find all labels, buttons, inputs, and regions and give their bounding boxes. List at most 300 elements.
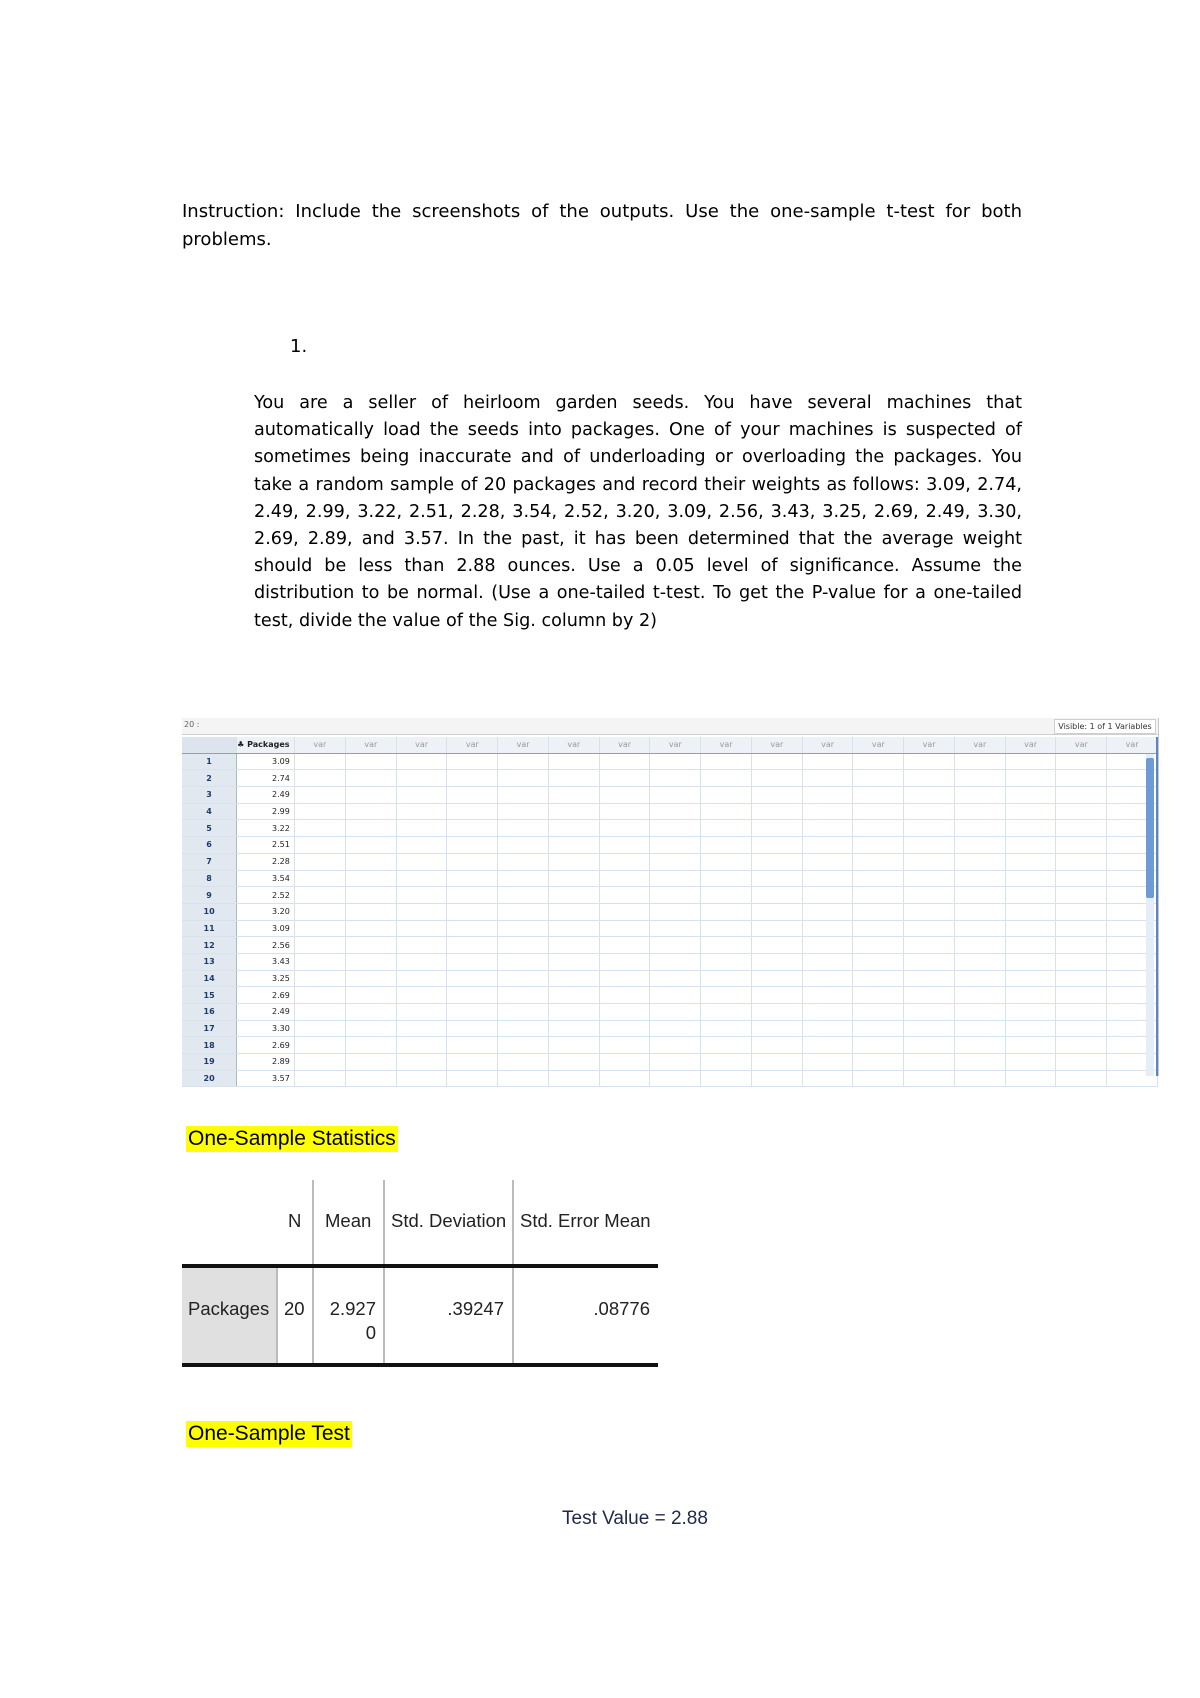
spss-empty-cell[interactable] [751, 770, 802, 787]
spss-empty-cell[interactable] [498, 753, 549, 770]
spss-empty-cell[interactable] [498, 887, 549, 904]
spss-empty-cell[interactable] [904, 1020, 955, 1037]
spss-packages-value[interactable]: 3.22 [237, 820, 295, 837]
spss-empty-var-header[interactable]: var [447, 737, 498, 753]
spss-empty-cell[interactable] [396, 1037, 447, 1054]
spss-empty-cell[interactable] [650, 787, 701, 804]
spss-empty-cell[interactable] [802, 1020, 853, 1037]
spss-empty-cell[interactable] [447, 820, 498, 837]
spss-empty-cell[interactable] [498, 853, 549, 870]
spss-empty-cell[interactable] [853, 920, 904, 937]
spss-empty-var-header[interactable]: var [1107, 737, 1158, 753]
spss-empty-cell[interactable] [954, 1054, 1005, 1071]
spss-empty-cell[interactable] [751, 987, 802, 1004]
spss-empty-cell[interactable] [701, 1020, 752, 1037]
spss-empty-cell[interactable] [802, 920, 853, 937]
spss-empty-cell[interactable] [396, 920, 447, 937]
spss-empty-cell[interactable] [599, 820, 650, 837]
spss-row-number[interactable]: 18 [182, 1037, 237, 1054]
spss-empty-cell[interactable] [904, 870, 955, 887]
spss-empty-cell[interactable] [345, 903, 396, 920]
spss-empty-cell[interactable] [904, 803, 955, 820]
spss-empty-var-header[interactable]: var [599, 737, 650, 753]
spss-packages-value[interactable]: 2.56 [237, 937, 295, 954]
spss-empty-cell[interactable] [498, 803, 549, 820]
spss-empty-cell[interactable] [701, 903, 752, 920]
spss-packages-value[interactable]: 2.99 [237, 803, 295, 820]
spss-empty-cell[interactable] [345, 887, 396, 904]
spss-empty-cell[interactable] [294, 787, 345, 804]
spss-empty-cell[interactable] [1056, 753, 1107, 770]
spss-empty-cell[interactable] [447, 887, 498, 904]
spss-empty-cell[interactable] [954, 1004, 1005, 1021]
spss-empty-cell[interactable] [548, 803, 599, 820]
spss-empty-cell[interactable] [599, 1054, 650, 1071]
spss-packages-value[interactable]: 3.09 [237, 753, 295, 770]
spss-empty-cell[interactable] [294, 970, 345, 987]
spss-empty-cell[interactable] [751, 1054, 802, 1071]
spss-vertical-scrollbar[interactable] [1146, 754, 1154, 1076]
spss-empty-cell[interactable] [498, 903, 549, 920]
spss-empty-cell[interactable] [904, 1054, 955, 1071]
spss-empty-cell[interactable] [1056, 953, 1107, 970]
spss-empty-cell[interactable] [294, 820, 345, 837]
spss-empty-var-header[interactable]: var [802, 737, 853, 753]
spss-empty-var-header[interactable]: var [650, 737, 701, 753]
spss-empty-cell[interactable] [548, 1070, 599, 1087]
spss-empty-var-header[interactable]: var [1005, 737, 1056, 753]
spss-empty-cell[interactable] [599, 770, 650, 787]
spss-empty-cell[interactable] [751, 803, 802, 820]
spss-empty-cell[interactable] [599, 887, 650, 904]
spss-empty-cell[interactable] [294, 920, 345, 937]
spss-empty-cell[interactable] [802, 987, 853, 1004]
spss-packages-value[interactable]: 3.43 [237, 953, 295, 970]
spss-empty-cell[interactable] [853, 753, 904, 770]
spss-empty-cell[interactable] [650, 853, 701, 870]
spss-empty-cell[interactable] [396, 837, 447, 854]
spss-empty-cell[interactable] [650, 1070, 701, 1087]
spss-empty-cell[interactable] [1005, 803, 1056, 820]
spss-empty-cell[interactable] [1056, 803, 1107, 820]
spss-empty-cell[interactable] [548, 1020, 599, 1037]
spss-empty-cell[interactable] [954, 787, 1005, 804]
spss-empty-cell[interactable] [396, 770, 447, 787]
spss-empty-cell[interactable] [1005, 787, 1056, 804]
spss-empty-cell[interactable] [498, 787, 549, 804]
spss-empty-cell[interactable] [1005, 837, 1056, 854]
spss-empty-cell[interactable] [498, 970, 549, 987]
spss-empty-cell[interactable] [802, 803, 853, 820]
spss-empty-cell[interactable] [751, 1004, 802, 1021]
spss-empty-cell[interactable] [1056, 1004, 1107, 1021]
spss-empty-cell[interactable] [650, 1054, 701, 1071]
spss-empty-cell[interactable] [1056, 853, 1107, 870]
spss-empty-cell[interactable] [345, 1004, 396, 1021]
spss-empty-cell[interactable] [294, 903, 345, 920]
spss-row-number[interactable]: 7 [182, 853, 237, 870]
spss-empty-cell[interactable] [498, 820, 549, 837]
spss-empty-cell[interactable] [599, 903, 650, 920]
spss-empty-cell[interactable] [396, 1070, 447, 1087]
spss-empty-cell[interactable] [1056, 787, 1107, 804]
spss-empty-cell[interactable] [548, 953, 599, 970]
spss-empty-cell[interactable] [498, 1037, 549, 1054]
spss-empty-cell[interactable] [853, 1004, 904, 1021]
spss-empty-cell[interactable] [1056, 1070, 1107, 1087]
spss-empty-cell[interactable] [599, 837, 650, 854]
spss-packages-value[interactable]: 2.52 [237, 887, 295, 904]
spss-empty-cell[interactable] [954, 1020, 1005, 1037]
spss-packages-value[interactable]: 2.69 [237, 987, 295, 1004]
spss-empty-cell[interactable] [447, 920, 498, 937]
spss-empty-cell[interactable] [498, 837, 549, 854]
spss-empty-var-header[interactable]: var [294, 737, 345, 753]
spss-empty-cell[interactable] [751, 837, 802, 854]
spss-empty-cell[interactable] [396, 870, 447, 887]
spss-empty-cell[interactable] [548, 937, 599, 954]
spss-empty-cell[interactable] [701, 920, 752, 937]
spss-empty-cell[interactable] [650, 953, 701, 970]
spss-empty-cell[interactable] [294, 1070, 345, 1087]
spss-row-number[interactable]: 17 [182, 1020, 237, 1037]
spss-empty-cell[interactable] [1005, 1070, 1056, 1087]
spss-packages-value[interactable]: 2.28 [237, 853, 295, 870]
spss-row-number[interactable]: 20 [182, 1070, 237, 1087]
spss-empty-cell[interactable] [904, 1037, 955, 1054]
spss-empty-cell[interactable] [599, 920, 650, 937]
spss-packages-value[interactable]: 2.74 [237, 770, 295, 787]
spss-empty-cell[interactable] [904, 837, 955, 854]
spss-empty-cell[interactable] [548, 787, 599, 804]
spss-empty-cell[interactable] [1005, 870, 1056, 887]
spss-empty-cell[interactable] [548, 920, 599, 937]
spss-empty-cell[interactable] [853, 1037, 904, 1054]
spss-empty-cell[interactable] [701, 987, 752, 1004]
spss-empty-cell[interactable] [1056, 1054, 1107, 1071]
spss-empty-cell[interactable] [345, 937, 396, 954]
spss-empty-cell[interactable] [1056, 970, 1107, 987]
spss-empty-cell[interactable] [954, 870, 1005, 887]
spss-empty-cell[interactable] [345, 803, 396, 820]
spss-empty-cell[interactable] [1056, 937, 1107, 954]
spss-empty-cell[interactable] [954, 953, 1005, 970]
spss-empty-cell[interactable] [954, 753, 1005, 770]
spss-empty-cell[interactable] [498, 987, 549, 1004]
spss-empty-cell[interactable] [548, 903, 599, 920]
spss-empty-cell[interactable] [396, 953, 447, 970]
spss-empty-cell[interactable] [447, 937, 498, 954]
spss-empty-cell[interactable] [802, 937, 853, 954]
spss-empty-cell[interactable] [498, 920, 549, 937]
spss-empty-cell[interactable] [447, 787, 498, 804]
spss-empty-cell[interactable] [701, 937, 752, 954]
spss-empty-cell[interactable] [650, 903, 701, 920]
spss-empty-cell[interactable] [548, 837, 599, 854]
spss-empty-cell[interactable] [751, 937, 802, 954]
spss-empty-cell[interactable] [701, 837, 752, 854]
spss-empty-cell[interactable] [599, 787, 650, 804]
spss-empty-cell[interactable] [853, 787, 904, 804]
spss-empty-cell[interactable] [853, 1020, 904, 1037]
spss-empty-cell[interactable] [294, 987, 345, 1004]
spss-packages-value[interactable]: 2.89 [237, 1054, 295, 1071]
spss-empty-cell[interactable] [751, 903, 802, 920]
spss-empty-cell[interactable] [294, 1037, 345, 1054]
spss-empty-cell[interactable] [802, 770, 853, 787]
spss-empty-cell[interactable] [1056, 887, 1107, 904]
spss-empty-cell[interactable] [447, 870, 498, 887]
spss-empty-cell[interactable] [396, 937, 447, 954]
spss-row-number[interactable]: 5 [182, 820, 237, 837]
spss-empty-cell[interactable] [396, 903, 447, 920]
spss-empty-var-header[interactable]: var [853, 737, 904, 753]
spss-empty-cell[interactable] [1005, 970, 1056, 987]
spss-row-number[interactable]: 15 [182, 987, 237, 1004]
spss-empty-cell[interactable] [1005, 887, 1056, 904]
spss-empty-cell[interactable] [853, 1054, 904, 1071]
spss-row-number[interactable]: 3 [182, 787, 237, 804]
spss-empty-cell[interactable] [853, 837, 904, 854]
spss-row-number[interactable]: 8 [182, 870, 237, 887]
spss-empty-cell[interactable] [701, 1070, 752, 1087]
spss-empty-cell[interactable] [904, 853, 955, 870]
spss-empty-cell[interactable] [294, 1020, 345, 1037]
spss-empty-cell[interactable] [1056, 770, 1107, 787]
spss-empty-cell[interactable] [447, 753, 498, 770]
spss-empty-cell[interactable] [853, 803, 904, 820]
spss-empty-cell[interactable] [954, 987, 1005, 1004]
spss-empty-cell[interactable] [650, 920, 701, 937]
spss-empty-cell[interactable] [345, 870, 396, 887]
spss-empty-cell[interactable] [1005, 1004, 1056, 1021]
spss-empty-cell[interactable] [701, 1037, 752, 1054]
spss-empty-cell[interactable] [802, 753, 853, 770]
spss-empty-cell[interactable] [599, 987, 650, 1004]
spss-empty-cell[interactable] [751, 753, 802, 770]
spss-row-number[interactable]: 16 [182, 1004, 237, 1021]
spss-empty-cell[interactable] [650, 987, 701, 1004]
spss-empty-cell[interactable] [1056, 820, 1107, 837]
spss-empty-cell[interactable] [396, 787, 447, 804]
spss-empty-cell[interactable] [599, 853, 650, 870]
spss-empty-cell[interactable] [345, 920, 396, 937]
spss-empty-cell[interactable] [1005, 1054, 1056, 1071]
spss-empty-cell[interactable] [447, 770, 498, 787]
spss-empty-cell[interactable] [345, 820, 396, 837]
spss-empty-var-header[interactable]: var [701, 737, 752, 753]
spss-empty-cell[interactable] [802, 820, 853, 837]
spss-empty-cell[interactable] [294, 887, 345, 904]
spss-empty-cell[interactable] [447, 953, 498, 970]
spss-empty-cell[interactable] [701, 953, 752, 970]
spss-empty-cell[interactable] [751, 853, 802, 870]
spss-empty-cell[interactable] [345, 1054, 396, 1071]
spss-empty-cell[interactable] [396, 970, 447, 987]
spss-empty-cell[interactable] [954, 903, 1005, 920]
spss-empty-var-header[interactable]: var [498, 737, 549, 753]
spss-empty-cell[interactable] [345, 953, 396, 970]
spss-empty-cell[interactable] [396, 820, 447, 837]
spss-empty-cell[interactable] [447, 970, 498, 987]
spss-empty-cell[interactable] [345, 753, 396, 770]
spss-empty-cell[interactable] [396, 1004, 447, 1021]
spss-empty-cell[interactable] [498, 870, 549, 887]
spss-empty-cell[interactable] [751, 870, 802, 887]
spss-empty-cell[interactable] [294, 1054, 345, 1071]
spss-empty-cell[interactable] [548, 1054, 599, 1071]
spss-empty-var-header[interactable]: var [345, 737, 396, 753]
spss-empty-cell[interactable] [954, 853, 1005, 870]
spss-empty-cell[interactable] [904, 1004, 955, 1021]
spss-empty-cell[interactable] [498, 937, 549, 954]
spss-empty-cell[interactable] [954, 803, 1005, 820]
spss-empty-cell[interactable] [802, 853, 853, 870]
spss-row-number[interactable]: 4 [182, 803, 237, 820]
spss-empty-var-header[interactable]: var [1056, 737, 1107, 753]
spss-empty-cell[interactable] [751, 920, 802, 937]
spss-empty-cell[interactable] [650, 770, 701, 787]
spss-empty-cell[interactable] [345, 1037, 396, 1054]
spss-empty-cell[interactable] [650, 1037, 701, 1054]
spss-empty-cell[interactable] [396, 753, 447, 770]
spss-empty-cell[interactable] [1005, 753, 1056, 770]
spss-empty-cell[interactable] [548, 753, 599, 770]
spss-empty-cell[interactable] [701, 970, 752, 987]
spss-empty-cell[interactable] [345, 787, 396, 804]
spss-empty-cell[interactable] [498, 1020, 549, 1037]
spss-empty-cell[interactable] [599, 753, 650, 770]
spss-empty-cell[interactable] [853, 853, 904, 870]
spss-empty-cell[interactable] [701, 887, 752, 904]
spss-empty-cell[interactable] [498, 1004, 549, 1021]
spss-row-number[interactable]: 19 [182, 1054, 237, 1071]
spss-empty-cell[interactable] [802, 1004, 853, 1021]
spss-row-number[interactable]: 6 [182, 837, 237, 854]
spss-empty-var-header[interactable]: var [954, 737, 1005, 753]
spss-empty-cell[interactable] [396, 1054, 447, 1071]
spss-empty-cell[interactable] [396, 1020, 447, 1037]
spss-empty-cell[interactable] [954, 837, 1005, 854]
spss-empty-cell[interactable] [599, 803, 650, 820]
spss-empty-cell[interactable] [904, 770, 955, 787]
spss-empty-cell[interactable] [345, 987, 396, 1004]
spss-packages-value[interactable]: 3.57 [237, 1070, 295, 1087]
spss-empty-cell[interactable] [548, 987, 599, 1004]
spss-empty-cell[interactable] [853, 937, 904, 954]
spss-empty-cell[interactable] [751, 1070, 802, 1087]
spss-row-number[interactable]: 14 [182, 970, 237, 987]
spss-empty-cell[interactable] [1005, 903, 1056, 920]
spss-empty-cell[interactable] [904, 953, 955, 970]
spss-empty-cell[interactable] [345, 1020, 396, 1037]
spss-empty-cell[interactable] [650, 937, 701, 954]
spss-empty-cell[interactable] [294, 837, 345, 854]
spss-empty-cell[interactable] [853, 987, 904, 1004]
spss-empty-cell[interactable] [345, 837, 396, 854]
spss-empty-cell[interactable] [1005, 987, 1056, 1004]
spss-empty-cell[interactable] [548, 970, 599, 987]
spss-empty-cell[interactable] [650, 1004, 701, 1021]
spss-empty-cell[interactable] [650, 837, 701, 854]
spss-empty-cell[interactable] [548, 870, 599, 887]
spss-empty-cell[interactable] [599, 1037, 650, 1054]
spss-empty-cell[interactable] [294, 853, 345, 870]
spss-empty-cell[interactable] [1056, 870, 1107, 887]
spss-empty-cell[interactable] [954, 1070, 1005, 1087]
spss-empty-cell[interactable] [1056, 920, 1107, 937]
spss-empty-cell[interactable] [447, 987, 498, 1004]
spss-empty-cell[interactable] [751, 887, 802, 904]
spss-empty-cell[interactable] [650, 753, 701, 770]
spss-empty-cell[interactable] [548, 1004, 599, 1021]
spss-empty-cell[interactable] [853, 953, 904, 970]
spss-empty-cell[interactable] [904, 920, 955, 937]
spss-empty-cell[interactable] [447, 837, 498, 854]
spss-empty-cell[interactable] [1005, 853, 1056, 870]
spss-empty-cell[interactable] [548, 820, 599, 837]
spss-packages-value[interactable]: 2.49 [237, 787, 295, 804]
spss-empty-cell[interactable] [650, 1020, 701, 1037]
spss-empty-cell[interactable] [701, 1004, 752, 1021]
spss-empty-cell[interactable] [751, 953, 802, 970]
spss-empty-cell[interactable] [294, 1004, 345, 1021]
spss-empty-cell[interactable] [904, 787, 955, 804]
spss-empty-cell[interactable] [396, 987, 447, 1004]
spss-empty-cell[interactable] [447, 1070, 498, 1087]
spss-empty-cell[interactable] [751, 820, 802, 837]
spss-empty-cell[interactable] [904, 820, 955, 837]
spss-empty-cell[interactable] [701, 770, 752, 787]
spss-empty-cell[interactable] [498, 1054, 549, 1071]
spss-empty-cell[interactable] [650, 870, 701, 887]
spss-empty-cell[interactable] [294, 770, 345, 787]
spss-empty-cell[interactable] [447, 1004, 498, 1021]
spss-empty-cell[interactable] [954, 970, 1005, 987]
spss-row-number[interactable]: 10 [182, 903, 237, 920]
spss-empty-cell[interactable] [650, 887, 701, 904]
spss-empty-cell[interactable] [498, 770, 549, 787]
spss-empty-cell[interactable] [954, 920, 1005, 937]
spss-empty-cell[interactable] [1005, 1020, 1056, 1037]
spss-empty-cell[interactable] [396, 887, 447, 904]
spss-empty-cell[interactable] [701, 753, 752, 770]
spss-packages-value[interactable]: 2.69 [237, 1037, 295, 1054]
spss-empty-cell[interactable] [294, 937, 345, 954]
spss-empty-cell[interactable] [954, 1037, 1005, 1054]
spss-empty-cell[interactable] [701, 787, 752, 804]
spss-packages-value[interactable]: 2.51 [237, 837, 295, 854]
spss-empty-cell[interactable] [904, 903, 955, 920]
spss-empty-cell[interactable] [650, 803, 701, 820]
spss-empty-cell[interactable] [447, 853, 498, 870]
spss-empty-var-header[interactable]: var [396, 737, 447, 753]
spss-empty-var-header[interactable]: var [548, 737, 599, 753]
spss-empty-cell[interactable] [498, 953, 549, 970]
spss-empty-cell[interactable] [447, 1037, 498, 1054]
spss-empty-cell[interactable] [345, 970, 396, 987]
spss-row-number[interactable]: 13 [182, 953, 237, 970]
spss-empty-cell[interactable] [294, 870, 345, 887]
spss-empty-cell[interactable] [1056, 987, 1107, 1004]
spss-empty-cell[interactable] [802, 953, 853, 970]
spss-empty-cell[interactable] [802, 1037, 853, 1054]
spss-empty-cell[interactable] [904, 970, 955, 987]
spss-empty-cell[interactable] [1005, 1037, 1056, 1054]
spss-empty-cell[interactable] [853, 770, 904, 787]
spss-row-number[interactable]: 2 [182, 770, 237, 787]
spss-empty-cell[interactable] [701, 803, 752, 820]
